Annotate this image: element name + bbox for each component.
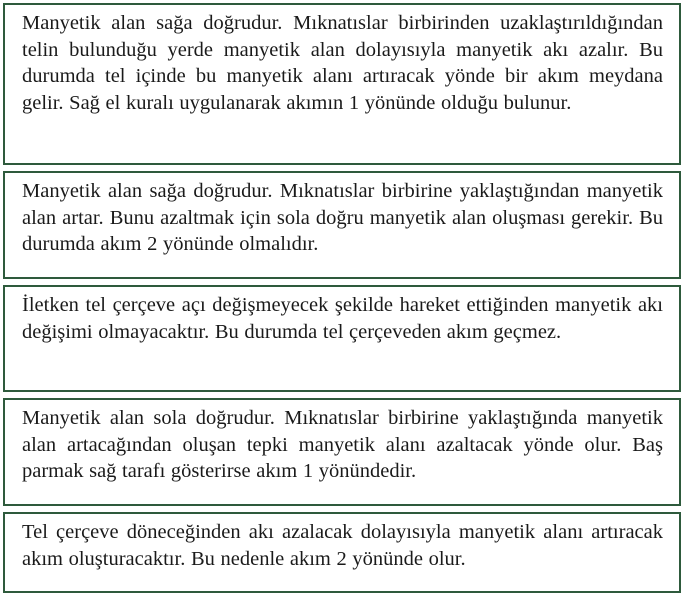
answer-box-5: Tel çerçeve döneceğinden akı azalacak dolayısıyla manyetik alanı artıracak akım oluşturacaktır. Bu nedenle akım 2 yönünde olur. <box>3 512 681 593</box>
answer-box-3: İletken tel çerçeve açı değişmeyecek şekilde hareket ettiğinden manyetik akı değişimi olmayacaktır. Bu durumda tel çerçeveden akım geçmez. <box>3 285 681 392</box>
answer-box-1: Manyetik alan sağa doğrudur. Mıknatıslar birbirinden uzaklaştırıldığından telin bulunduğu yerde manyetik alan dolayısıyla manyetik akı azalır. Bu durumda tel içinde bu manyetik alanı artıracak yönde bir akım meydana gelir. Sağ el kuralı uygulanarak akımın 1 yönünde olduğu bulunur. <box>3 3 681 165</box>
answer-box-2: Manyetik alan sağa doğrudur. Mıknatıslar birbirine yaklaştığından manyetik alan artar. Bunu azaltmak için sola doğru manyetik alan oluşması gerekir. Bu durumda akım 2 yönünde olmalıdır. <box>3 171 681 279</box>
answer-box-4: Manyetik alan sola doğrudur. Mıknatıslar birbirine yaklaştığında manyetik alan artacağından oluşan tepki manyetik alanı azaltacak yönde olur. Baş parmak sağ tarafı gösterirse akım 1 yönündedir. <box>3 398 681 506</box>
answer-list <box>3 3 681 593</box>
